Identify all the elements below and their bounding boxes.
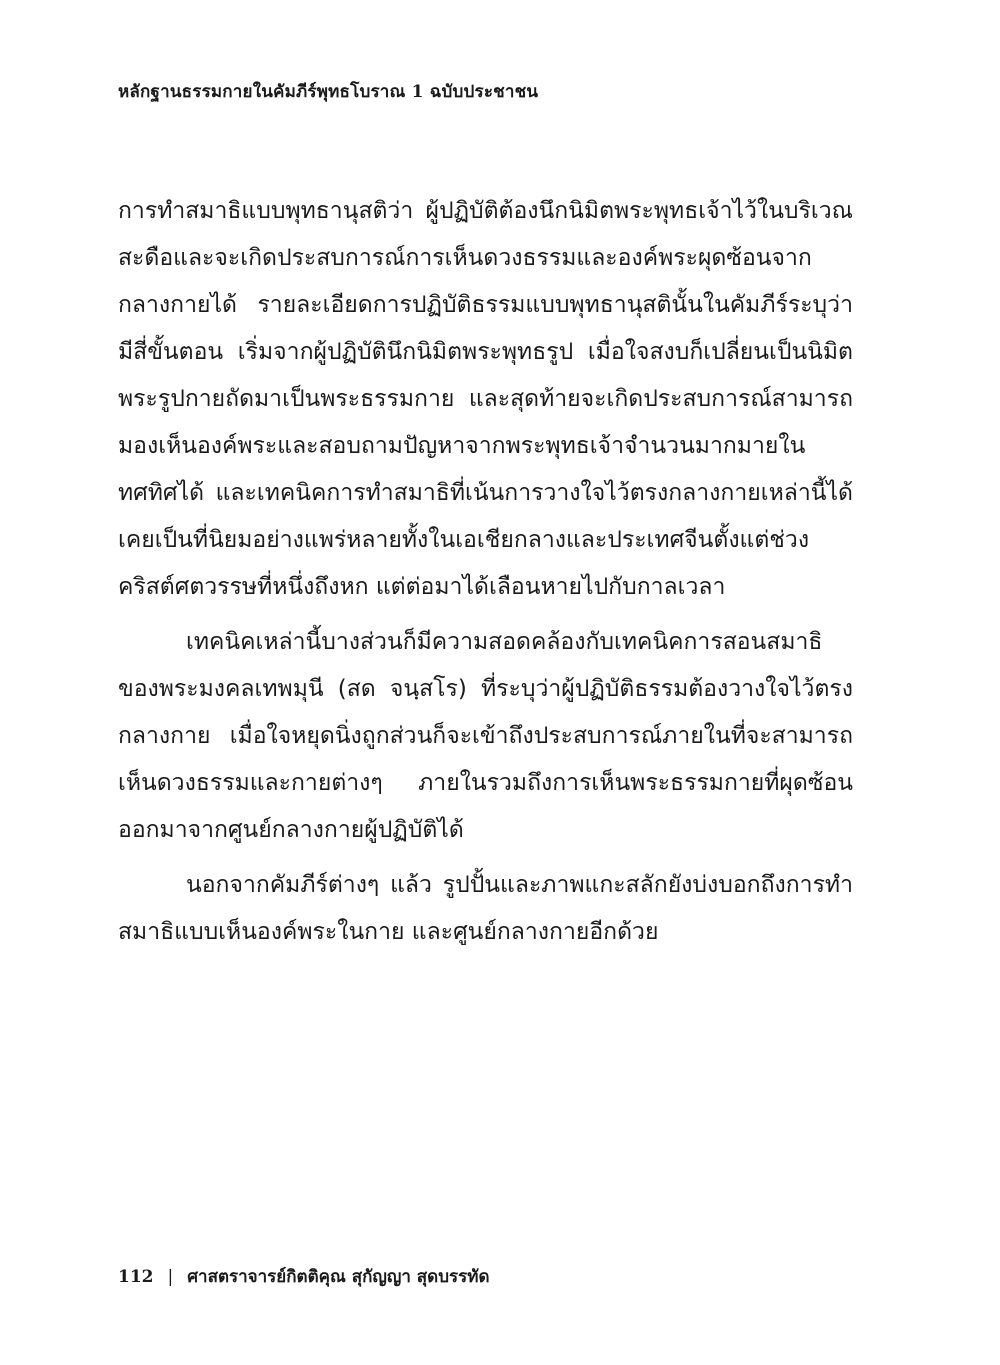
paragraph-3: นอกจากคัมภีร์ต่างๆ แล้ว รูปปั้นและภาพแกะสลักยังบ่งบอกถึงการทำสมาธิแบบเห็นองค์พระในกาย และศูนย์กลางกายอีกด้วย	[118, 872, 853, 945]
author-name: ศาสตราจารย์กิตติคุณ สุกัญญา สุดบรรทัด	[187, 1267, 490, 1287]
page-footer	[118, 1263, 490, 1290]
paragraph-2: เทคนิคเหล่านี้บางส่วนก็มีความสอดคล้องกับเทคนิคการสอนสมาธิของพระมงคลเทพมุนี (สด จนฺสโร) ที่ระบุว่าผู้ปฏิบัติธรรมต้องวางใจไว้ตรงกลางกาย เมื่อใจหยุดนิ่งถูกส่วนก็จะเข้าถึงประสบการณ์ภายในที่จะสามารถเห็นดวงธรรมและกายต่างๆ ภายในรวมถึงการเห็นพระธรรมกายที่ผุดซ้อนออกมาจากศูนย์กลางกายผู้ปฏิบัติได้	[118, 629, 853, 843]
paragraph-1: การทำสมาธิแบบพุทธานุสติว่า ผู้ปฏิบัติต้องนึกนิมิตพระพุทธเจ้าไว้ในบริเวณสะดือและจะเกิดประสบการณ์การเห็นดวงธรรมและองค์พระผุดซ้อนจากกลางกายได้ รายละเอียดการปฏิบัติธรรมแบบพุทธานุสตินั้นในคัมภีร์ระบุว่ามีสี่ขั้นตอน เริ่มจากผู้ปฏิบัตินึกนิมิตพระพุทธรูป เมื่อใจสงบก็เปลี่ยนเป็นนิมิตพระรูปกายถัดมาเป็นพระธรรมกาย และสุดท้ายจะเกิดประสบการณ์สามารถมองเห็นองค์พระและสอบถามปัญหาจากพระพุทธเจ้าจำนวนมากมายในทศทิศได้ และเทคนิคการทำสมาธิที่เน้นการวางใจไว้ตรงกลางกายเหล่านี้ได้เคยเป็นที่นิยมอย่างแพร่หลายทั้งในเอเชียกลางและประเทศจีนตั้งแต่ช่วงคริสต์ศตวรรษที่หนึ่งถึงหก แต่ต่อมาได้เลือนหายไปกับกาลเวลา	[118, 198, 853, 600]
running-header: หลักฐานธรรมกายในคัมภีร์พุทธโบราณ 1 ฉบับประชาชน	[118, 82, 539, 102]
footer-separator: |	[167, 1267, 174, 1287]
body-text	[118, 188, 853, 956]
page-number: 112	[118, 1267, 154, 1287]
